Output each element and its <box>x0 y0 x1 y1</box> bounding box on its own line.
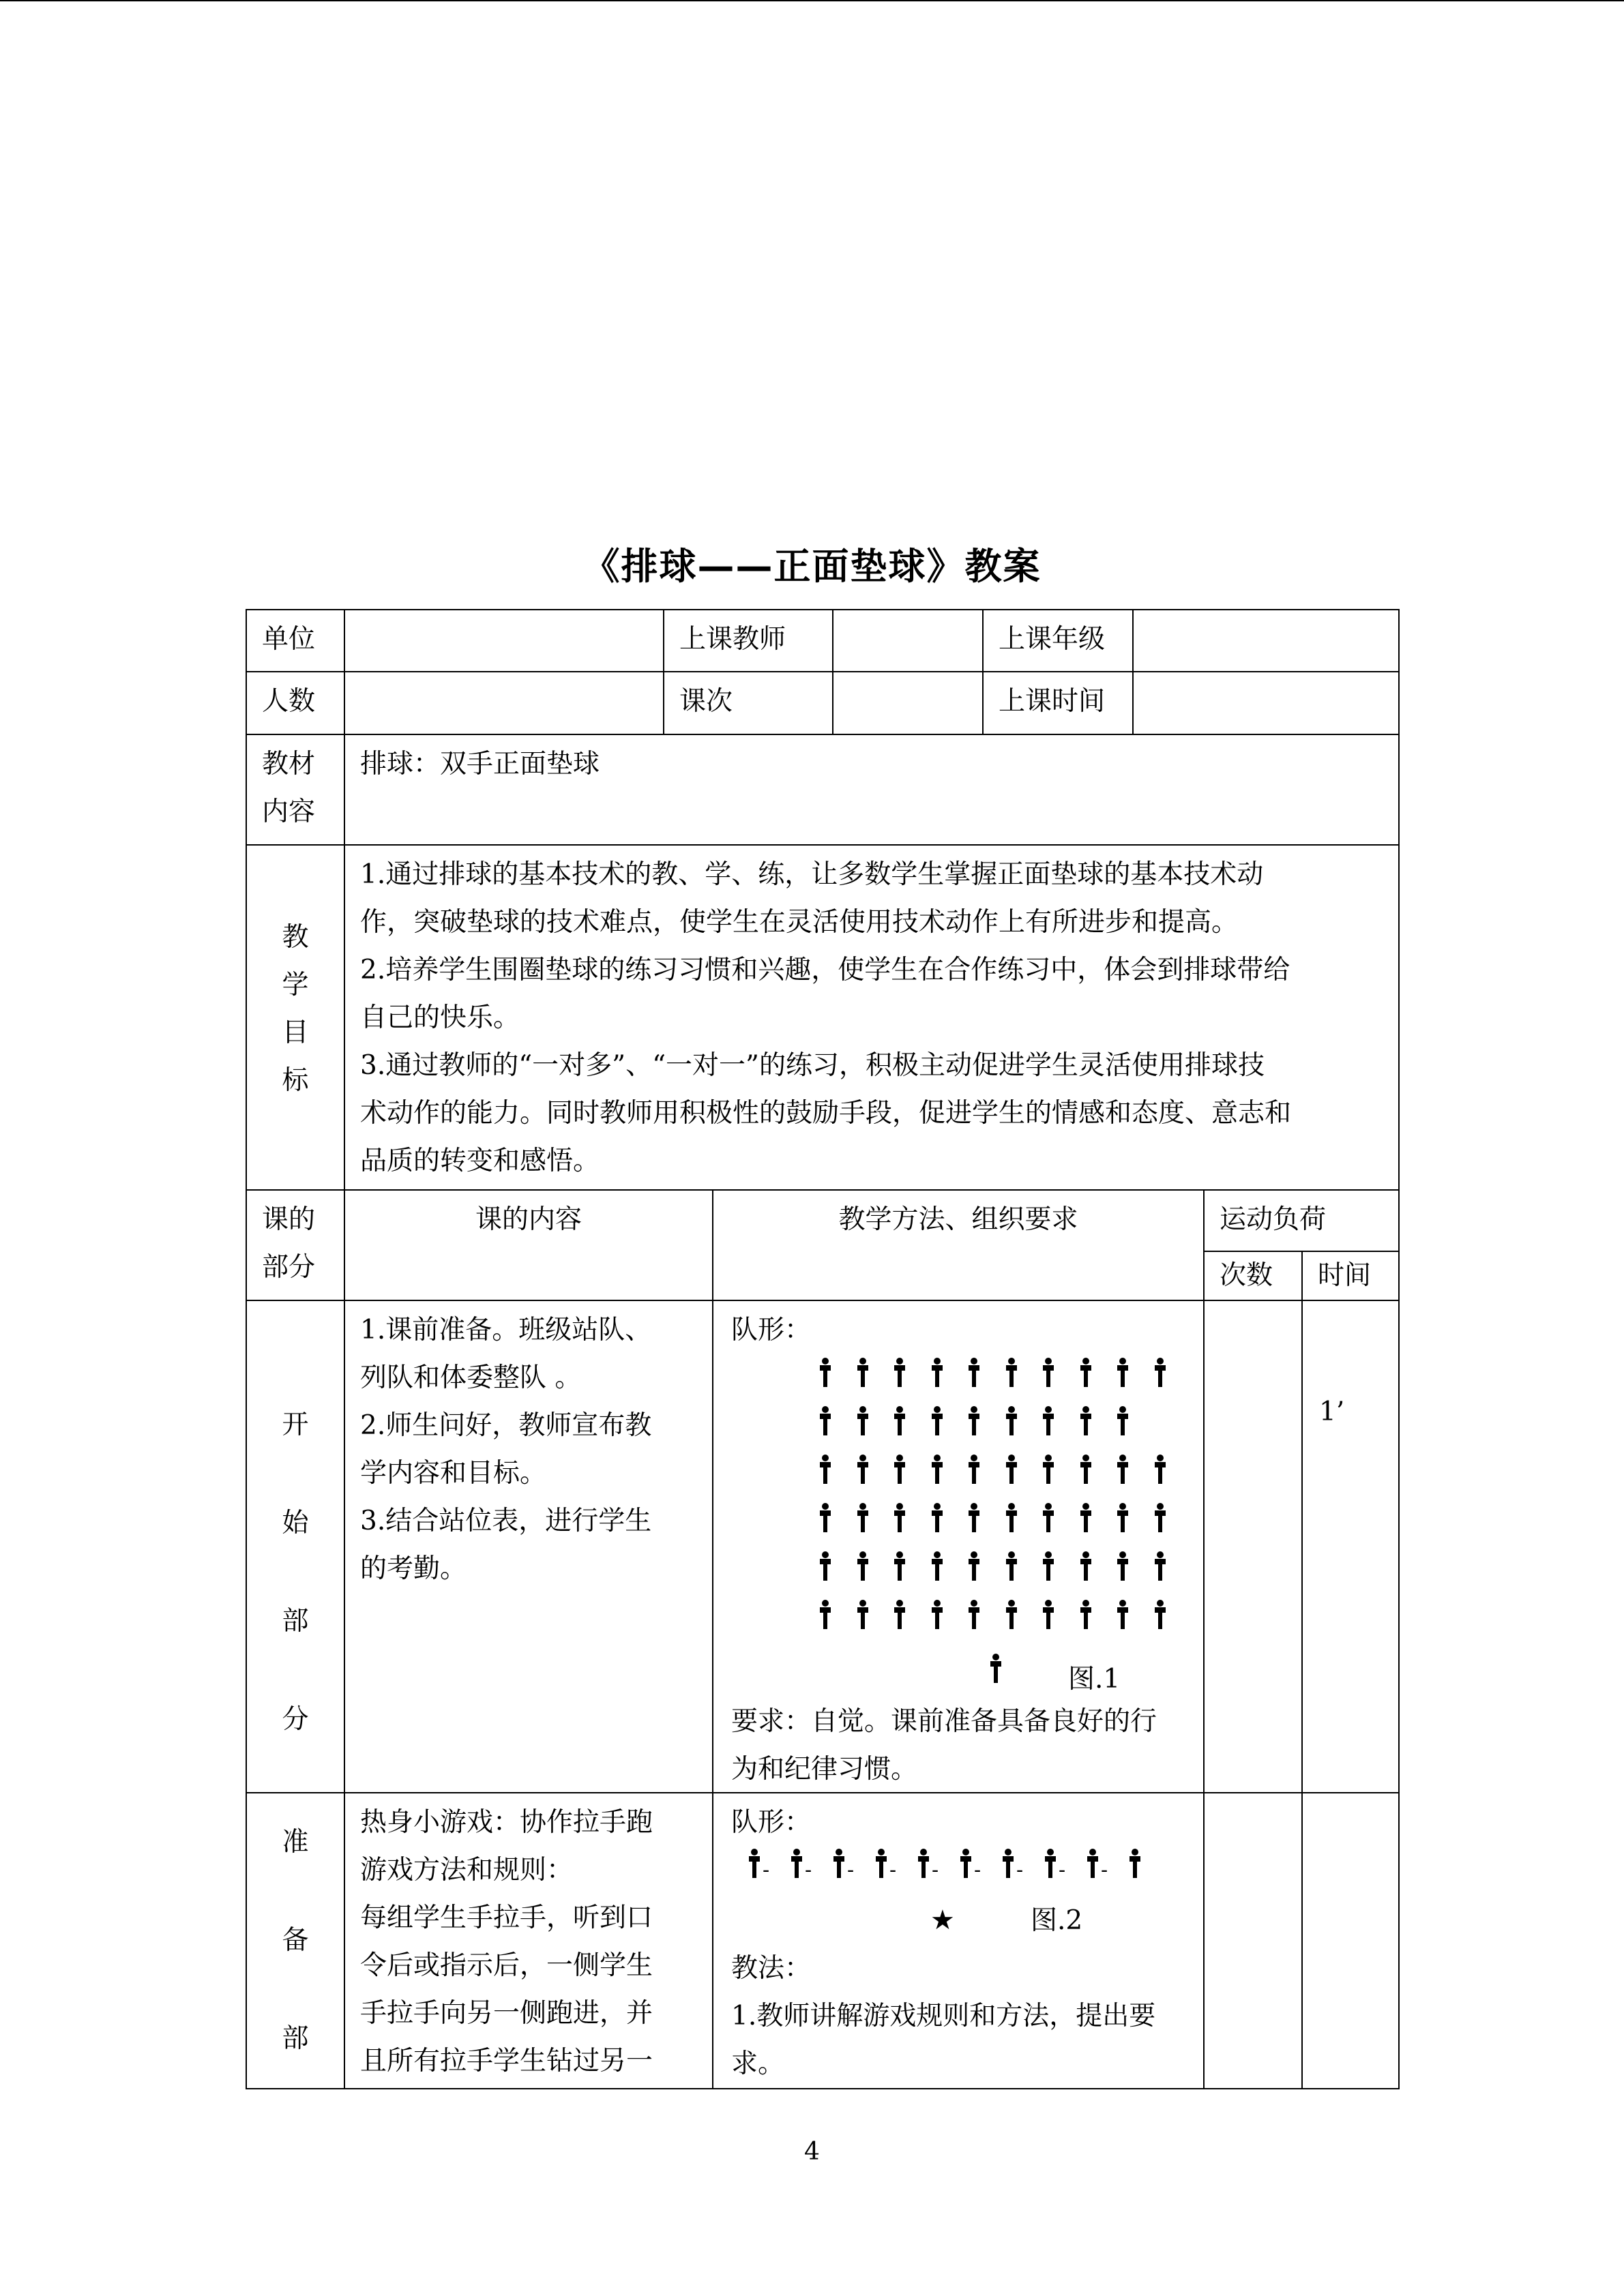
person-icon <box>818 1356 832 1386</box>
grade-label: 上课年级 <box>982 609 1134 672</box>
header-method: 教学方法、组织要求 <box>712 1189 1205 1301</box>
unit-label: 单位 <box>246 609 345 672</box>
person-icon <box>893 1549 906 1579</box>
person-icon <box>1005 1452 1018 1482</box>
formation-heading: 队形： <box>731 1315 812 1345</box>
method-line: 求。 <box>731 2048 785 2079</box>
person-icon <box>1005 1549 1018 1579</box>
lesson-no-value <box>832 671 984 735</box>
person-icon <box>930 1598 944 1628</box>
person-icon <box>818 1598 832 1628</box>
goal-line: 自己的快乐。 <box>360 1002 520 1033</box>
person-icon <box>1079 1598 1093 1628</box>
page-number: 4 <box>804 2138 820 2166</box>
person-icon <box>967 1501 981 1531</box>
person-icon <box>1116 1404 1130 1434</box>
person-icon <box>930 1404 944 1434</box>
top-border-line <box>0 0 1624 1</box>
person-icon <box>832 1847 846 1877</box>
person-icon <box>1116 1598 1130 1628</box>
hand-link-dash: - <box>1059 1858 1066 1882</box>
person-icon <box>930 1452 944 1482</box>
person-icon <box>967 1356 981 1386</box>
person-icon <box>1128 1847 1142 1877</box>
person-icon <box>856 1404 870 1434</box>
count-value <box>344 671 664 735</box>
unit-value <box>344 609 664 672</box>
person-icon <box>1005 1356 1018 1386</box>
person-icon <box>1042 1501 1055 1531</box>
lesson-no-label: 课次 <box>663 671 833 735</box>
prep-method <box>712 1792 1205 2089</box>
person-icon <box>967 1404 981 1434</box>
person-icon <box>959 1847 973 1877</box>
person-icon <box>967 1452 981 1482</box>
person-icon <box>1005 1404 1018 1434</box>
person-icon <box>856 1356 870 1386</box>
person-icon <box>1079 1404 1093 1434</box>
person-icon <box>1116 1356 1130 1386</box>
person-icon <box>1079 1501 1093 1531</box>
person-icon <box>893 1356 906 1386</box>
person-icon <box>893 1501 906 1531</box>
person-icon <box>818 1549 832 1579</box>
goal-line: 1.通过排球的基本技术的教、学、练，让多数学生掌握正面垫球的基本技术动 <box>360 859 1264 890</box>
person-icon <box>818 1501 832 1531</box>
person-icon <box>930 1356 944 1386</box>
method-line: 1.教师讲解游戏规则和方法，提出要 <box>731 2001 1156 2031</box>
header-duration: 时间 <box>1301 1251 1400 1301</box>
prep-part-label: 准 备 部 <box>246 1792 345 2089</box>
time-label: 上课时间 <box>982 671 1134 735</box>
hand-link-dash: - <box>1101 1858 1108 1882</box>
start-content: 1.课前准备。班级站队、 列队和体委整队 。 2.师生问好，教师宣布教 学内容和目标。 3.结合站位表，进行学生 的考勤。 <box>344 1300 713 1793</box>
goal-line: 术动作的能力。同时教师用积极性的鼓励手段，促进学生的情感和态度、意志和 <box>360 1098 1292 1129</box>
prep-times <box>1203 1792 1303 2089</box>
person-icon <box>1042 1356 1055 1386</box>
person-icon <box>856 1598 870 1628</box>
person-icon <box>1153 1356 1167 1386</box>
grade-value <box>1132 609 1400 672</box>
formation-figure-1 <box>713 1301 1205 1642</box>
hand-link-dash: - <box>847 1858 855 1882</box>
figure-1-label: 图.1 <box>1068 1664 1121 1695</box>
header-load: 运动负荷 <box>1203 1189 1400 1252</box>
header-part: 课的 部分 <box>246 1189 345 1301</box>
goal-line: 2.培养学生围圈垫球的练习习惯和兴趣，使学生在合作练习中，体会到排球带给 <box>360 955 1290 985</box>
person-icon <box>930 1501 944 1531</box>
person-icon <box>1153 1501 1167 1531</box>
method-heading: 教法： <box>731 1953 812 1984</box>
hand-link-dash: - <box>763 1858 770 1882</box>
teacher-value <box>832 609 984 672</box>
figure-2-label: 图.2 <box>1031 1905 1083 1936</box>
header-times: 次数 <box>1203 1251 1303 1301</box>
start-part-label: 开 始 部 分 <box>246 1300 345 1793</box>
hand-link-dash: - <box>1016 1858 1024 1882</box>
person-icon <box>790 1847 803 1877</box>
person-icon <box>1005 1501 1018 1531</box>
header-content: 课的内容 <box>344 1189 713 1301</box>
person-icon <box>1042 1404 1055 1434</box>
person-icon <box>1042 1549 1055 1579</box>
person-icon <box>1079 1356 1093 1386</box>
person-icon <box>1153 1549 1167 1579</box>
material-label: 教材 内容 <box>246 734 345 846</box>
goal-line: 作，突破垫球的技术难点，使学生在灵活使用技术动作上有所进步和提高。 <box>360 907 1239 938</box>
person-icon <box>930 1549 944 1579</box>
person-icon <box>818 1452 832 1482</box>
start-method <box>712 1300 1205 1793</box>
person-icon <box>874 1847 888 1877</box>
time-value <box>1132 671 1400 735</box>
prep-duration <box>1301 1792 1400 2089</box>
person-icon <box>967 1598 981 1628</box>
person-icon <box>1042 1452 1055 1482</box>
person-icon <box>1044 1847 1057 1877</box>
person-icon <box>967 1549 981 1579</box>
person-icon <box>893 1404 906 1434</box>
prep-content: 热身小游戏：协作拉手跑 游戏方法和规则： 每组学生手拉手，听到口 令后或指示后，一侧学生 手拉手向另一侧跑进，并 且所有拉手学生钻过另一 <box>344 1792 713 2089</box>
goal-line: 3.通过教师的“一对多”、“一对一”的练习，积极主动促进学生灵活使用排球技 <box>360 1050 1265 1081</box>
person-icon <box>748 1847 761 1877</box>
person-icon <box>856 1501 870 1531</box>
person-icon <box>917 1847 930 1877</box>
person-icon <box>1116 1549 1130 1579</box>
hand-link-dash: - <box>974 1858 981 1882</box>
person-icon <box>893 1598 906 1628</box>
person-icon <box>989 1652 1003 1682</box>
person-icon <box>1086 1847 1099 1877</box>
hand-link-dash: - <box>889 1858 897 1882</box>
person-icon <box>1079 1549 1093 1579</box>
person-icon <box>1116 1501 1130 1531</box>
person-icon <box>1116 1452 1130 1482</box>
goals-content <box>344 844 1400 1191</box>
hand-link-dash: - <box>805 1858 812 1882</box>
person-icon <box>818 1404 832 1434</box>
person-icon <box>1042 1598 1055 1628</box>
start-requirement-line: 为和纪律习惯。 <box>731 1754 918 1785</box>
count-label: 人数 <box>246 671 345 735</box>
goals-label: 教 学 目 标 <box>246 844 345 1191</box>
person-icon <box>856 1549 870 1579</box>
person-icon <box>1153 1452 1167 1482</box>
person-icon <box>893 1452 906 1482</box>
star-icon: ★ <box>930 1905 955 1936</box>
formation-figure-2 <box>713 1793 1205 1889</box>
person-icon <box>1079 1452 1093 1482</box>
person-icon <box>856 1452 870 1482</box>
start-duration: 1’ <box>1301 1300 1400 1793</box>
goal-line: 品质的转变和感悟。 <box>360 1146 600 1176</box>
page-title: 《排球——正面垫球》教案 <box>582 545 1042 588</box>
person-icon <box>1001 1847 1015 1877</box>
teacher-label: 上课教师 <box>663 609 833 672</box>
material-content: 排球：双手正面垫球 <box>344 734 1400 846</box>
person-icon <box>1005 1598 1018 1628</box>
start-requirement-line: 要求：自觉。课前准备具备良好的行 <box>731 1706 1157 1737</box>
prep-formation-heading: 队形： <box>731 1807 812 1838</box>
hand-link-dash: - <box>932 1858 939 1882</box>
start-times <box>1203 1300 1303 1793</box>
person-icon <box>1153 1598 1167 1628</box>
